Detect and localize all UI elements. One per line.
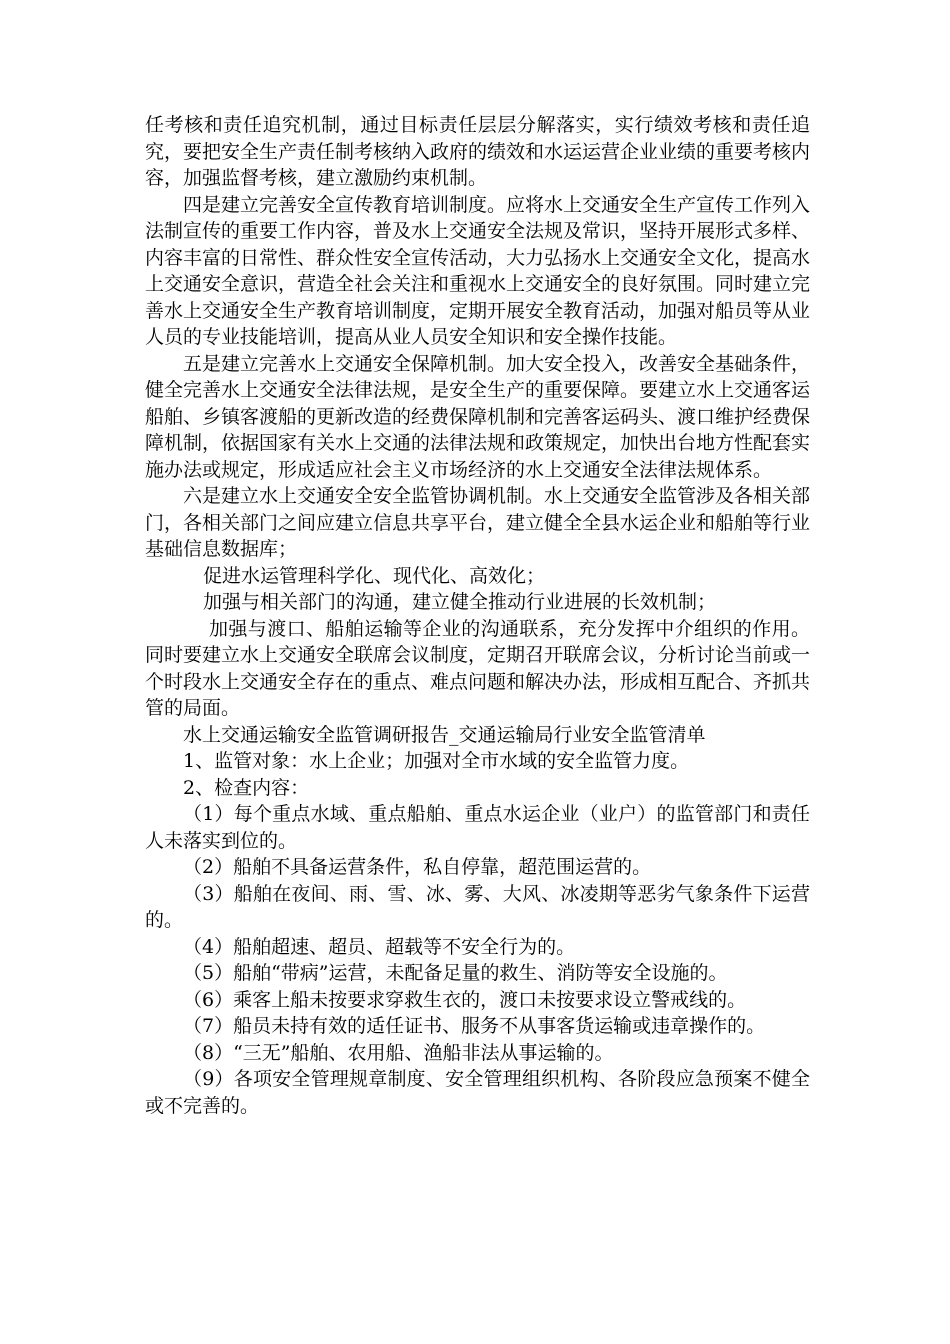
inspection-item-4: （4）船舶超速、超员、超载等不安全行为的。 <box>183 935 576 958</box>
paragraph-strengthen-departments: 加强与相关部门的沟通，建立健全推动行业进展的长效机制； <box>203 591 717 613</box>
inspection-item-6: （6）乘客上船未按要求穿救生衣的，渡口未按要求设立警戒线的。 <box>183 988 747 1011</box>
inspection-item-8: （8）“三无”船舶、农用船、渔船非法从事运输的。 <box>183 1041 614 1064</box>
paragraph-item-six: 六是建立水上交通安全安全监管协调机制。水上交通安全监管涉及各相关部门，各相关部门之间应建立信息共享平台，建立健全全县水运企业和船舶等行业基础信息数据库； <box>145 485 811 560</box>
paragraph-responsibility-assessment: 任考核和责任追究机制，通过目标责任层层分解落实，实行绩效考核和责任追究，要把安全生产责任制考核纳入政府的绩效和水运运营企业业绩的重要考核内容，加强监督考核，建立激励约束机制。 <box>145 114 811 189</box>
paragraph-item-five: 五是建立完善水上交通安全保障机制。加大安全投入，改善安全基础条件，健全完善水上交通安全法律法规，是安全生产的重要保障。要建立水上交通客运船舶、乡镇客渡船的更新改造的经费保障机制和完善客运码头、渡口维护经费保障机制，依据国家有关水上交通的法律法规和政策规定，加快出台地方性配套实施办法或规定，形成适应社会主义市场经济的水上交通安全法律法规体系。 <box>145 352 811 481</box>
inspection-item-1: （1）每个重点水域、重点船舶、重点水运企业（业户）的监管部门和责任人未落实到位的。 <box>145 803 810 852</box>
list-item-inspection-content: 2、检查内容： <box>183 776 310 799</box>
section-heading: 水上交通运输安全监管调研报告_交通运输局行业安全监管清单 <box>183 723 706 746</box>
paragraph-promote-management: 促进水运管理科学化、现代化、高效化； <box>203 564 546 587</box>
inspection-item-3: （3）船舶在夜间、雨、雪、冰、雾、大风、冰凌期等恶劣气象条件下运营的。 <box>145 882 810 931</box>
document-page <box>145 112 810 1119</box>
paragraph-item-four: 四是建立完善安全宣传教育培训制度。应将水上交通安全生产宣传工作列入法制宣传的重要工作内容，普及水上交通安全法规及常识，坚持开展形式多样、内容丰富的日常性、群众性安全宣传活动，大力弘扬水上交通安全文化，提高水上交通安全意识，营造全社会关注和重视水上交通安全的良好氛围。同时建立完善水上交通安全生产教育培训制度，定期开展安全教育活动，加强对船员等从业人员的专业技能培训，提高从业人员安全知识和安全操作技能。 <box>145 193 811 348</box>
inspection-item-9: （9）各项安全管理规章制度、安全管理组织机构、各阶段应急预案不健全或不完善的。 <box>145 1068 810 1117</box>
inspection-item-2: （2）船舶不具备运营条件，私自停靠，超范围运营的。 <box>183 856 652 878</box>
inspection-item-5: （5）船舶“带病”运营，未配备足量的救生、消防等安全设施的。 <box>183 962 728 984</box>
paragraph-strengthen-enterprises: 加强与渡口、船舶运输等企业的沟通联系，充分发挥中介组织的作用。同时要建立水上交通安全联席会议制度，定期召开联席会议，分析讨论当前或一个时段水上交通安全存在的重点、难点问题和解决办法，形成相互配合、齐抓共管的局面。 <box>145 617 811 719</box>
list-item-supervision-target: 1、监管对象：水上企业；加强对全市水域的安全监管力度。 <box>183 750 690 772</box>
inspection-item-7: （7）船员未持有效的适任证书、服务不从事客货运输或违章操作的。 <box>183 1015 766 1037</box>
